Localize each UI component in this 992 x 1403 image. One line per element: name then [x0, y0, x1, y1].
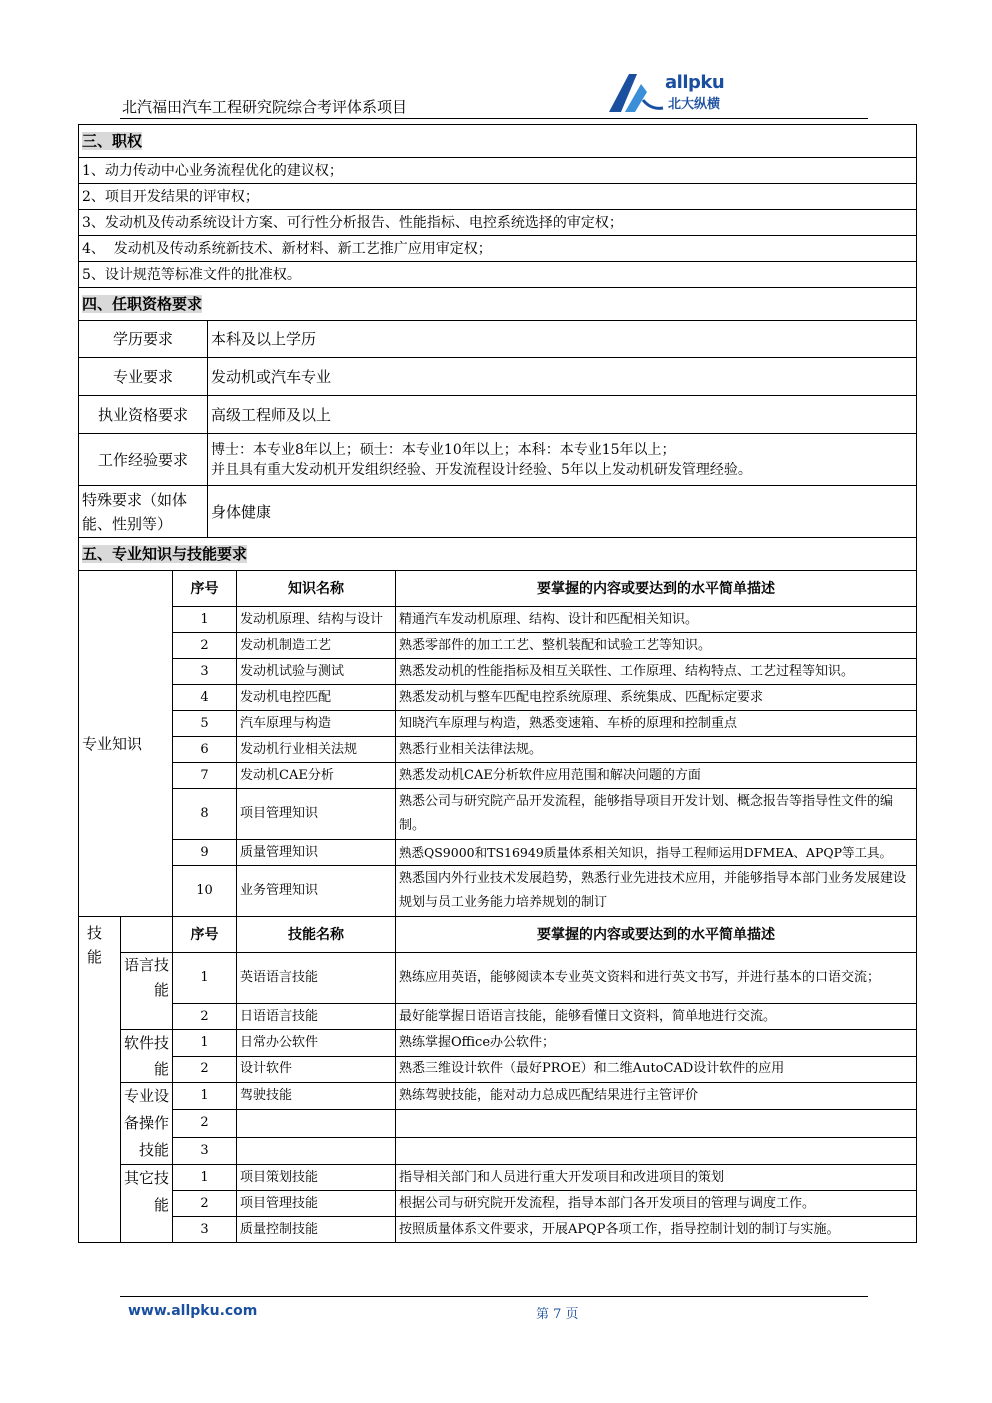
skill-name: 日语语言技能	[237, 1004, 396, 1030]
knowledge-name: 业务管理知识	[237, 866, 396, 917]
header-divider	[120, 118, 868, 119]
req-value: 发动机或汽车专业	[208, 358, 917, 396]
skill-desc: 按照质量体系文件要求，开展APQP各项工作，指导控制计划的制订与实施。	[396, 1217, 917, 1243]
skill-desc	[396, 1110, 917, 1137]
knowledge-name: 发动机行业相关法规	[237, 737, 396, 763]
skill-no: 1	[173, 1165, 237, 1191]
req-label: 学历要求	[79, 321, 208, 358]
skill-desc	[396, 1137, 917, 1164]
skill-name: 质量控制技能	[237, 1217, 396, 1243]
knowledge-no: 1	[173, 607, 237, 633]
skill-desc: 最好能掌握日语语言技能，能够看懂日文资料，简单地进行交流。	[396, 1004, 917, 1030]
skill-name: 驾驶技能	[237, 1083, 396, 1110]
section3-item: 3、发动机及传动系统设计方案、可行性分析报告、性能指标、电控系统选择的审定权；	[79, 210, 917, 236]
knowledge-no: 6	[173, 737, 237, 763]
skill-no: 1	[173, 953, 237, 1004]
section3-item: 1、动力传动中心业务流程优化的建议权；	[79, 158, 917, 184]
knowledge-name: 发动机电控匹配	[237, 685, 396, 711]
knowledge-no: 2	[173, 633, 237, 659]
knowledge-name: 质量管理知识	[237, 840, 396, 866]
section4-title: 四、任职资格要求	[79, 288, 917, 321]
req-label: 特殊要求（如体能、性别等）	[79, 486, 208, 538]
knowledge-no: 10	[173, 866, 237, 917]
req-value: 身体健康	[208, 486, 917, 538]
knowledge-header-desc: 要掌握的内容或要达到的水平简单描述	[396, 571, 917, 607]
skill-name	[237, 1137, 396, 1164]
footer-divider	[120, 1296, 868, 1297]
skill-desc: 根据公司与研究院开发流程，指导本部门各开发项目的管理与调度工作。	[396, 1191, 917, 1217]
skill-no: 3	[173, 1137, 237, 1164]
skill-no: 1	[173, 1083, 237, 1110]
logo-brand-text: allpku	[665, 72, 725, 93]
skill-desc: 熟练应用英语，能够阅读本专业英文资料和进行英文书写，并进行基本的口语交流；	[396, 953, 917, 1004]
knowledge-desc: 熟悉公司与研究院产品开发流程，能够指导项目开发计划、概念报告等指导性文件的编制。	[396, 789, 917, 840]
knowledge-desc: 熟悉QS9000和TS16949质量体系相关知识，指导工程师运用DFMEA、APQP等工具。	[396, 840, 917, 866]
knowledge-name: 发动机原理、结构与设计	[237, 607, 396, 633]
knowledge-desc: 精通汽车发动机原理、结构、设计和匹配相关知识。	[396, 607, 917, 633]
skill-no: 2	[173, 1110, 237, 1137]
req-label: 工作经验要求	[79, 434, 208, 486]
req-value: 高级工程师及以上	[208, 396, 917, 434]
skill-no: 2	[173, 1056, 237, 1083]
knowledge-header-name: 知识名称	[237, 571, 396, 607]
knowledge-no: 8	[173, 789, 237, 840]
knowledge-name: 发动机CAE分析	[237, 763, 396, 789]
knowledge-no: 5	[173, 711, 237, 737]
knowledge-desc: 熟悉发动机的性能指标及相互关联性、工作原理、结构特点、工艺过程等知识。	[396, 659, 917, 685]
skill-group-label: 软件技能	[121, 1030, 173, 1083]
knowledge-desc: 熟悉零部件的加工工艺、整机装配和试验工艺等知识。	[396, 633, 917, 659]
req-value: 本科及以上学历	[208, 321, 917, 358]
skill-group-label: 其它技能	[121, 1165, 173, 1243]
knowledge-no: 9	[173, 840, 237, 866]
knowledge-desc: 熟悉发动机CAE分析软件应用范围和解决问题的方面	[396, 763, 917, 789]
document-table	[78, 124, 916, 1243]
req-label: 执业资格要求	[79, 396, 208, 434]
skill-desc: 熟悉三维设计软件（最好PROE）和二维AutoCAD设计软件的应用	[396, 1056, 917, 1083]
section5-title: 五、专业知识与技能要求	[79, 538, 917, 571]
skill-name: 设计软件	[237, 1056, 396, 1083]
skills-group-label: 技能	[79, 917, 121, 1243]
section3-title: 三、职权	[79, 125, 917, 158]
knowledge-name: 发动机制造工艺	[237, 633, 396, 659]
skill-name: 项目管理技能	[237, 1191, 396, 1217]
knowledge-name: 汽车原理与构造	[237, 711, 396, 737]
knowledge-desc: 熟悉国内外行业技术发展趋势，熟悉行业先进技术应用，并能够指导本部门业务发展建设规划与员工业务能力培养规划的制订	[396, 866, 917, 917]
skill-name	[237, 1110, 396, 1137]
skill-no: 3	[173, 1217, 237, 1243]
req-value-line: 并且具有重大发动机开发组织经验、开发流程设计经验、5年以上发动机研发管理经验。	[211, 461, 752, 478]
knowledge-header-no: 序号	[173, 571, 237, 607]
skill-name: 日常办公软件	[237, 1030, 396, 1057]
page-number: 第 7 页	[536, 1307, 579, 1322]
skill-no: 2	[173, 1004, 237, 1030]
skill-desc: 指导相关部门和人员进行重大开发项目和改进项目的策划	[396, 1165, 917, 1191]
skill-name: 英语语言技能	[237, 953, 396, 1004]
footer-url-link[interactable]: www.allpku.com	[128, 1303, 258, 1319]
knowledge-name: 项目管理知识	[237, 789, 396, 840]
knowledge-no: 4	[173, 685, 237, 711]
skills-header-spacer	[121, 917, 173, 953]
req-value	[208, 434, 917, 486]
knowledge-desc: 熟悉行业相关法律法规。	[396, 737, 917, 763]
main-table	[78, 124, 917, 1243]
knowledge-no: 7	[173, 763, 237, 789]
skill-group-label: 专业设备操作技能	[121, 1083, 173, 1165]
skill-no: 2	[173, 1191, 237, 1217]
req-value-line: 博士：本专业8年以上；硕士：本专业10年以上；本科：本专业15年以上；	[211, 441, 676, 458]
header-title: 北汽福田汽车工程研究院综合考评体系项目	[122, 98, 408, 116]
skill-desc: 熟练掌握Office办公软件；	[396, 1030, 917, 1057]
skills-header-name: 技能名称	[237, 917, 396, 953]
skills-header-no: 序号	[173, 917, 237, 953]
logo-cn-text: 北大纵横	[668, 97, 721, 112]
knowledge-group-label: 专业知识	[79, 571, 173, 917]
knowledge-desc: 知晓汽车原理与构造，熟悉变速箱、车桥的原理和控制重点	[396, 711, 917, 737]
knowledge-name: 发动机试验与测试	[237, 659, 396, 685]
section3-item: 5、设计规范等标准文件的批准权。	[79, 262, 917, 288]
skills-header-desc: 要掌握的内容或要达到的水平简单描述	[396, 917, 917, 953]
skill-group-label: 语言技能	[121, 953, 173, 1030]
req-label: 专业要求	[79, 358, 208, 396]
section3-item: 4、 发动机及传动系统新技术、新材料、新工艺推广应用审定权；	[79, 236, 917, 262]
knowledge-no: 3	[173, 659, 237, 685]
skill-desc: 熟练驾驶技能，能对动力总成匹配结果进行主管评价	[396, 1083, 917, 1110]
skill-no: 1	[173, 1030, 237, 1057]
knowledge-desc: 熟悉发动机与整车匹配电控系统原理、系统集成、匹配标定要求	[396, 685, 917, 711]
section3-item: 2、项目开发结果的评审权；	[79, 184, 917, 210]
skill-name: 项目策划技能	[237, 1165, 396, 1191]
